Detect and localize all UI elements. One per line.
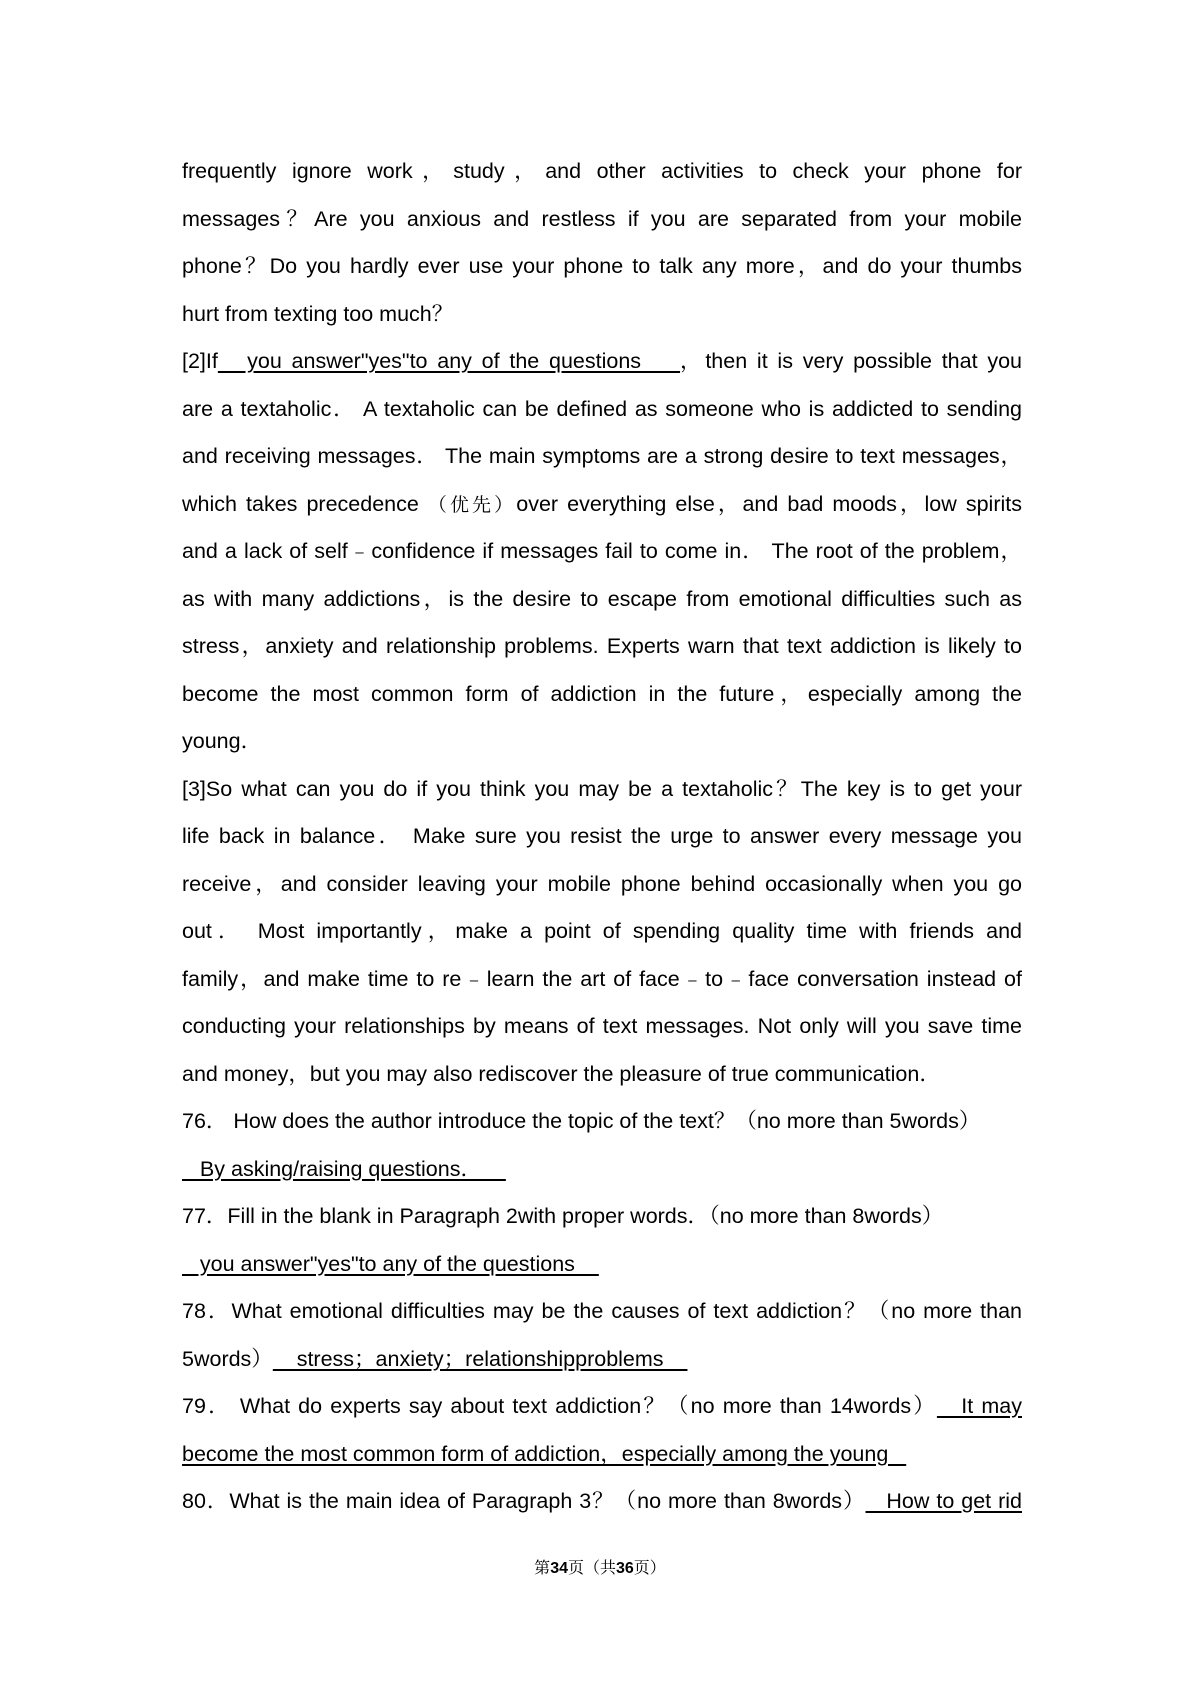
paragraph-2-line-1-rest: ，then it is very possible that you xyxy=(680,349,1022,373)
footer-total-pages: 36 xyxy=(616,1560,634,1577)
answer-79-part-1: It may xyxy=(936,1394,1022,1418)
paragraph-2-line-2: are a textaholic． A textaholic can be defined as someone who is addicted to sending xyxy=(182,396,1022,421)
paragraph-2-line-4 xyxy=(182,481,1022,529)
paragraph-2-gloss: （优先） xyxy=(427,493,517,516)
question-79-text: 79． What do experts say about text addiction？（no more than 14words） xyxy=(182,1394,937,1418)
paragraph-1-line-3: phone？Do you hardly ever use your phone to talk any more，and do your thumbs xyxy=(182,254,1022,278)
paragraph-2-blank-answer: you answer"yes"to any of the questions xyxy=(217,349,681,373)
paragraph-3-line-6: conducting your relationships by means of text messages. Not only will you save time xyxy=(182,1014,1022,1038)
paragraph-2-lead: If xyxy=(205,349,218,373)
question-76: 76． How does the author introduce the topic of the text？（no more than 5words） xyxy=(182,1109,981,1133)
paragraph-3-line-2: life back in balance． Make sure you resist the urge to answer every message you xyxy=(182,824,1022,848)
paragraph-2-marker: [2] xyxy=(182,349,206,373)
answer-76 xyxy=(182,1146,1022,1194)
question-77: 77．Fill in the blank in Paragraph 2with proper words．（no more than 8words） xyxy=(182,1204,944,1228)
question-78-continued xyxy=(182,1336,1022,1384)
paragraph-2-line-5: and a lack of self﹣confidence if messages fail to come in． The root of the problem， xyxy=(182,539,1022,563)
paragraph-2-line-1 xyxy=(182,338,1022,386)
page-content xyxy=(182,148,1022,1526)
footer-page-number: 34 xyxy=(550,1560,568,1577)
footer-suffix: 页） xyxy=(633,1558,666,1577)
paragraph-3-marker: [3] xyxy=(182,776,206,801)
question-79 xyxy=(182,1383,1022,1431)
answer-76-text: By asking/raising questions． xyxy=(182,1156,506,1181)
question-80-text: 80．What is the main idea of Paragraph 3？（no more than 8words） xyxy=(182,1489,866,1513)
paragraph-1-line-4: hurt from texting too much？ xyxy=(182,301,454,326)
paragraph-3-line-7: and money，but you may also rediscover the pleasure of true communication． xyxy=(182,1061,941,1086)
paragraph-2-line-3: and receiving messages． The main symptoms are a strong desire to text messages， xyxy=(182,444,1022,468)
paragraph-3-line-1 xyxy=(182,766,1022,814)
question-78-text-cont: 5words） xyxy=(182,1346,273,1371)
answer-77-text: you answer"yes"to any of the questions xyxy=(182,1251,599,1276)
paragraph-2-line-8: become the most common form of addiction in the future，especially among the xyxy=(182,681,1022,706)
answer-78-text: stress；anxiety；relationshipproblems xyxy=(272,1346,688,1371)
paragraph-2-line-9: young． xyxy=(182,729,263,753)
footer-prefix: 第 xyxy=(534,1558,551,1577)
paragraph-2-line-4-pre: which takes precedence xyxy=(182,491,419,516)
question-78: 78．What emotional difficulties may be the causes of text addiction？（no more than xyxy=(182,1299,1022,1323)
answer-79-continued xyxy=(182,1431,1022,1479)
paragraph-2-line-4-post: over everything else，and bad moods，low spirits xyxy=(516,491,1022,516)
paragraph-3-line-1-text: So what can you do if you think you may be a textaholic？The key is to get your xyxy=(205,776,1022,801)
paragraph-3-line-5: family，and make time to re﹣learn the art of face﹣to﹣face conversation instead of xyxy=(182,966,1022,991)
paragraph-3-line-3: receive，and consider leaving your mobile phone behind occasionally when you go xyxy=(182,871,1022,896)
paragraph-3-line-4: out． Most importantly，make a point of spending quality time with friends and xyxy=(182,919,1022,943)
answer-79-part-2: become the most common form of addiction，especially among the young xyxy=(182,1441,907,1466)
footer-middle: 页（共 xyxy=(567,1558,616,1577)
question-80 xyxy=(182,1478,1022,1526)
answer-77 xyxy=(182,1241,1022,1289)
paragraph-1-line-1: frequently ignore work，study，and other activities to check your phone for xyxy=(182,159,1022,183)
paragraph-2-line-6: as with many addictions，is the desire to escape from emotional difficulties such as xyxy=(182,586,1022,611)
paragraph-2-line-7: stress，anxiety and relationship problems. Experts warn that text addiction is likely to xyxy=(182,634,1022,658)
paragraph-1-line-2: messages？Are you anxious and restless if you are separated from your mobile xyxy=(182,206,1022,231)
page-footer xyxy=(0,1556,1200,1581)
answer-80-part-1: How to get rid xyxy=(865,1489,1022,1513)
